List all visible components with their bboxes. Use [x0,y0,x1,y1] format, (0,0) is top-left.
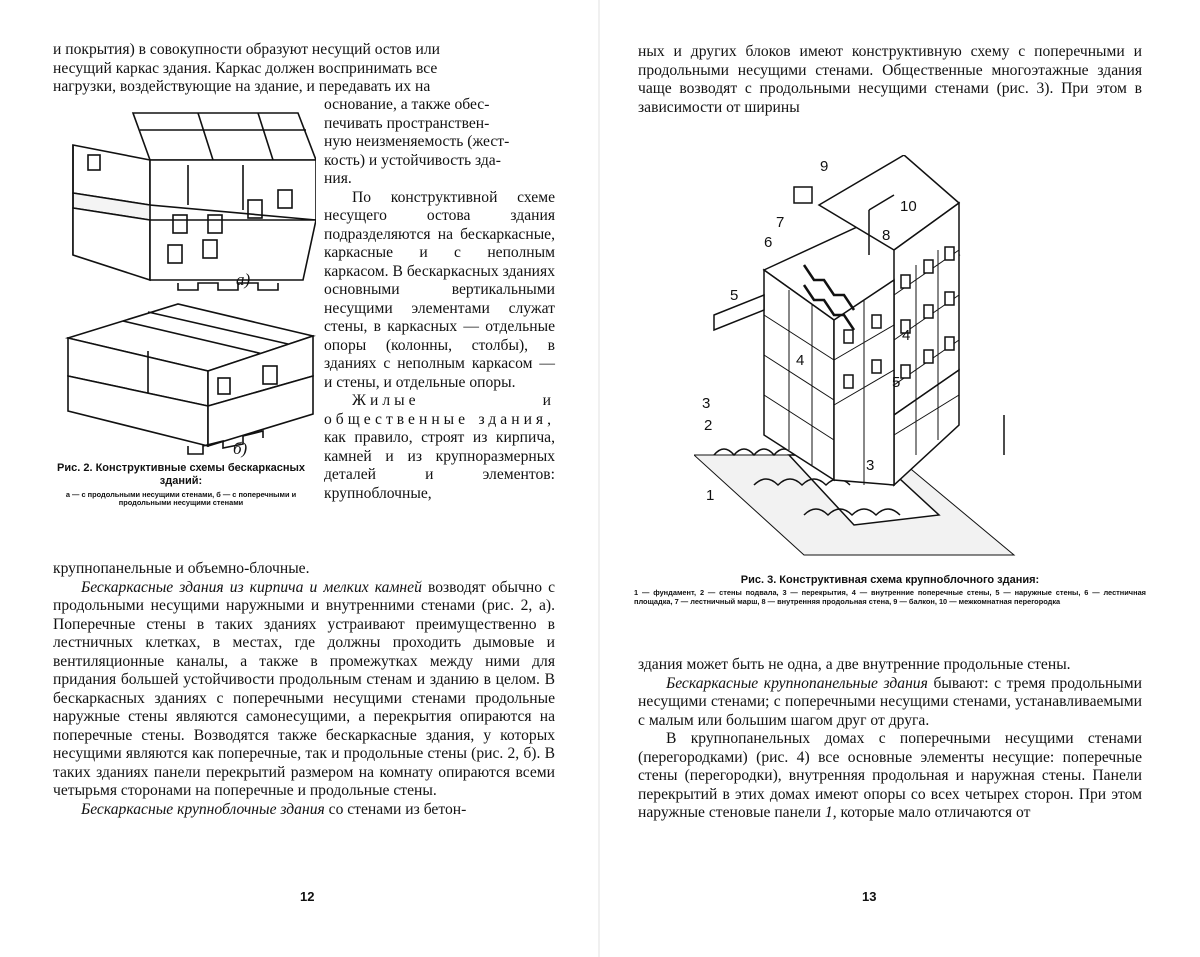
text-line: кость) и устойчивость зда- [324,151,501,169]
spaced-term: Жилые и общественные здания, [324,392,555,428]
text-line: ния. [324,170,352,187]
figure-2b-cross-walls [58,296,316,461]
left-top-paragraph [53,41,555,97]
italic-term: Бескаркасные здания из кирпича и мелких камней [81,578,422,596]
fig3-label-8: 8 [882,227,891,244]
left-bottom-text [53,560,555,819]
figure-3-large-block-building [694,155,1094,565]
paragraph-two-walls: здания может быть не одна, а две внутренние продольные стены. [638,656,1071,673]
fig3-label-2: 2 [704,417,713,434]
paragraph-panel-buildings: Бескаркасные крупнопанельные здания бывают: с тремя продольными несущими стенами; с поперечными несущими стенами, устанавливаемыми с малым или большим шагом друг от друга. [638,674,1142,729]
figure-2-caption-title: Рис. 2. Конструктивные схемы бескаркасных зданий: [57,462,305,487]
fig3-label-5b: 5 [892,374,901,391]
fig3-label-5a: 5 [730,287,739,304]
paragraph-cross-walls: В крупнопанельных домах с поперечными несущими стенами (перегородками) (рис. 4) все основные элементы несущие: поперечные стены (перегородки), внутренняя продольная и наружная стены. Панели перекрытий в этих домах имеют опоры со всех четырех сторон. При этом наружные стеновые панели 1, которые мало отличаются от [638,730,1142,821]
text-line: и покрытия) в совокупности образуют несущий остов или [53,41,440,58]
fig3-label-9: 9 [820,158,829,175]
text-line: основание, а также обес- [324,96,490,113]
page-number-right: 13 [862,889,877,904]
fig3-label-3b: 3 [866,457,875,474]
fig3-label-1: 1 [706,487,715,504]
right-page [600,0,1200,957]
paragraph-block-scheme: ных и других блоков имеют конструктивную схему с поперечными и продольными несущими стенами. Общественные многоэтажные здания чаще возводят с продольными несущими стенами (рис. 3). При этом в зависимости от ширины [638,43,1142,116]
figure-3-caption-title: Рис. 3. Конструктивная схема крупноблочного здания: [740,574,1040,586]
italic-term: Бескаркасные крупноблочные здания [81,800,325,818]
page-number-left: 12 [300,889,315,904]
paragraph-continuation: крупнопанельные и объемно-блочные. [53,560,310,577]
text-line: печивать пространствен- [324,114,490,132]
figure-3-caption-body: 1 — фундамент, 2 — стены подвала, 3 — перекрытия, 4 — внутренние поперечные стены, 5 — наружные стены, 6 — лестничная площадка, 7 — лестничный марш, 8 — внутренняя продольная стена, 9 — балкон, 10 — межкомнатная перегородка [634,588,1146,606]
paragraph-residential-buildings: Жилые и общественные здания, как правило, строят из кирпича, камней и из крупноразмерных деталей и элементов: крупноблочные, [324,392,555,502]
fig3-label-10: 10 [900,198,917,215]
text-line: несущий каркас здания. Каркас должен воспринимать все [53,59,438,77]
left-side-column [324,96,555,503]
fig3-label-4a: 4 [796,352,805,369]
italic-term: Бескаркасные крупнопанельные здания [666,674,928,692]
fig3-label-6: 6 [764,234,773,251]
right-top-paragraph [638,43,1142,117]
fig3-label-7: 7 [776,214,785,231]
fig3-label-3a: 3 [702,395,711,412]
figure-2-caption-body: а — с продольными несущими стенами, б — с поперечными и продольными несущими стенами [65,490,297,508]
figure-3-caption [634,574,1146,606]
figure-2-caption [50,462,312,508]
fig-label-b: б) [233,439,248,458]
right-bottom-text [638,656,1142,823]
paragraph-construction-scheme: По конструктивной схеме несущего остова здания подразделяются на бескаркасные, каркасные и с неполным каркасом. В бескаркасных зданиях основными вертикальными несущими элементами служат стены, в каркасных — отдельные опоры (колонны, столбы), в зданиях с неполным каркасом — и стены, и отдельные опоры. [324,188,555,391]
paragraph-brick-buildings: Бескаркасные здания из кирпича и мелких камней возводят обычно с продольными несущими наружными и внутренними стенами (рис. 2, а). Поперечные стены в таких зданиях устраивают преимущественно в лестничных клетках, в местах, где должны проходить дымовые и вентиляционные каналы, а также в промежутках между ними для придания большей устойчивости продольным стенам и зданию в целом. В бескаркасных зданиях с поперечными несущими стенами продольные наружные стены являются самонесущими, а перекрытия опираются на поперечные стены. Возводятся также бескаркасные здания, у которых несущими являются как поперечные, так и продольные стены (рис. 2, б). В таких зданиях панели перекрытий размером на комнату опираются всеми четырьмя сторонами на поперечные и продольные стены. [53,578,555,799]
fig3-label-4b: 4 [902,327,911,344]
fig-label-a: а) [236,270,251,289]
figure-2a-longitudinal-walls [58,105,316,295]
text-line: нагрузки, воздействующие на здание, и передавать их на [53,78,431,95]
text-line: ную неизменяемость (жест- [324,133,510,150]
paragraph-block-buildings: Бескаркасные крупноблочные здания со стенами из бетон- [81,800,467,818]
